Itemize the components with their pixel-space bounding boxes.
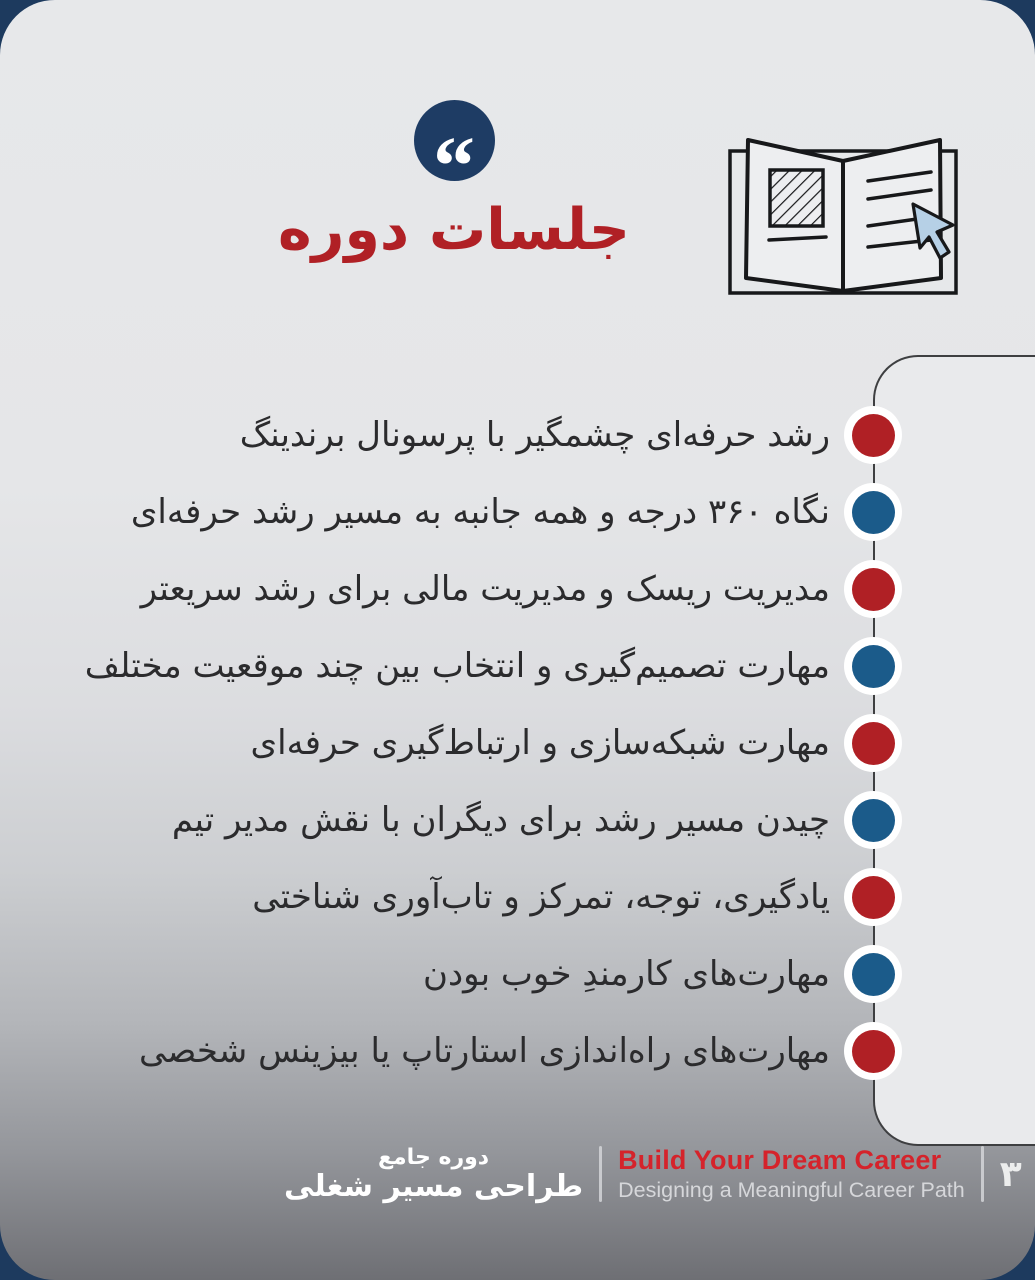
- open-book-illustration: [703, 116, 988, 306]
- quote-glyph: “: [433, 119, 475, 213]
- bullet-marker: [844, 714, 902, 772]
- session-label: مهارت‌های راه‌اندازی استارتاپ یا بیزینس شخصی: [139, 1031, 830, 1071]
- bullet-dot: [852, 491, 895, 534]
- bullet-dot: [852, 953, 895, 996]
- bullet-marker: [844, 945, 902, 1003]
- book-image-placeholder: [770, 170, 823, 226]
- list-item: [28, 406, 830, 464]
- list-item: [28, 868, 830, 926]
- footer: [284, 1132, 1022, 1216]
- bullet-marker: [844, 637, 902, 695]
- bullet-dot: [852, 722, 895, 765]
- list-item: [28, 637, 830, 695]
- list-item: [28, 483, 830, 541]
- page-number: ۳: [999, 1153, 1022, 1195]
- brand-fa-line2: طراحی مسیر شغلی: [284, 1168, 584, 1204]
- bullet-dot: [852, 1030, 895, 1073]
- bullet-dot: [852, 876, 895, 919]
- bullet-marker: [844, 791, 902, 849]
- list-item: [28, 945, 830, 1003]
- course-subtitle-en: Designing a Meaningful Career Path: [618, 1178, 965, 1203]
- session-label: چیدن مسیر رشد برای دیگران با نقش مدیر تیم: [171, 800, 830, 840]
- bullet-marker: [844, 868, 902, 926]
- session-label: مدیریت ریسک و مدیریت مالی برای رشد سریعتر: [140, 569, 830, 609]
- bullet-dot: [852, 799, 895, 842]
- bullet-marker: [844, 1022, 902, 1080]
- brand-logo-fa: [284, 1146, 583, 1203]
- bullet-dot: [852, 645, 895, 688]
- page-title: جلسات دوره: [277, 197, 631, 263]
- quote-icon: [414, 100, 495, 213]
- session-label: مهارت تصمیم‌گیری و انتخاب بین چند موقعیت مختلف: [84, 646, 830, 686]
- bullet-marker: [844, 483, 902, 541]
- session-label: یادگیری، توجه، تمرکز و تاب‌آوری شناختی: [252, 877, 830, 917]
- brand-fa-line1: دوره جامع: [378, 1144, 490, 1170]
- bullet-marker: [844, 560, 902, 618]
- list-item: [28, 560, 830, 618]
- list-item: [28, 714, 830, 772]
- bullet-dot: [852, 414, 895, 457]
- list-item: [28, 791, 830, 849]
- footer-divider: [599, 1146, 602, 1202]
- footer-divider: [981, 1146, 984, 1202]
- title-block: [238, 100, 670, 262]
- session-label: نگاه ۳۶۰ درجه و همه جانبه به مسیر رشد حرفه‌ای: [130, 492, 830, 532]
- list-item: [28, 1022, 830, 1080]
- session-label: رشد حرفه‌ای چشمگیر با پرسونال برندینگ: [239, 415, 830, 455]
- course-title-en: Build Your Dream Career: [618, 1144, 942, 1175]
- bullet-dot: [852, 568, 895, 611]
- brand-logo-en: [618, 1144, 965, 1204]
- bullet-marker: [844, 406, 902, 464]
- session-label: مهارت‌های کارمندِ خوب بودن: [422, 954, 830, 994]
- session-label: مهارت شبکه‌سازی و ارتباط‌گیری حرفه‌ای: [250, 723, 830, 763]
